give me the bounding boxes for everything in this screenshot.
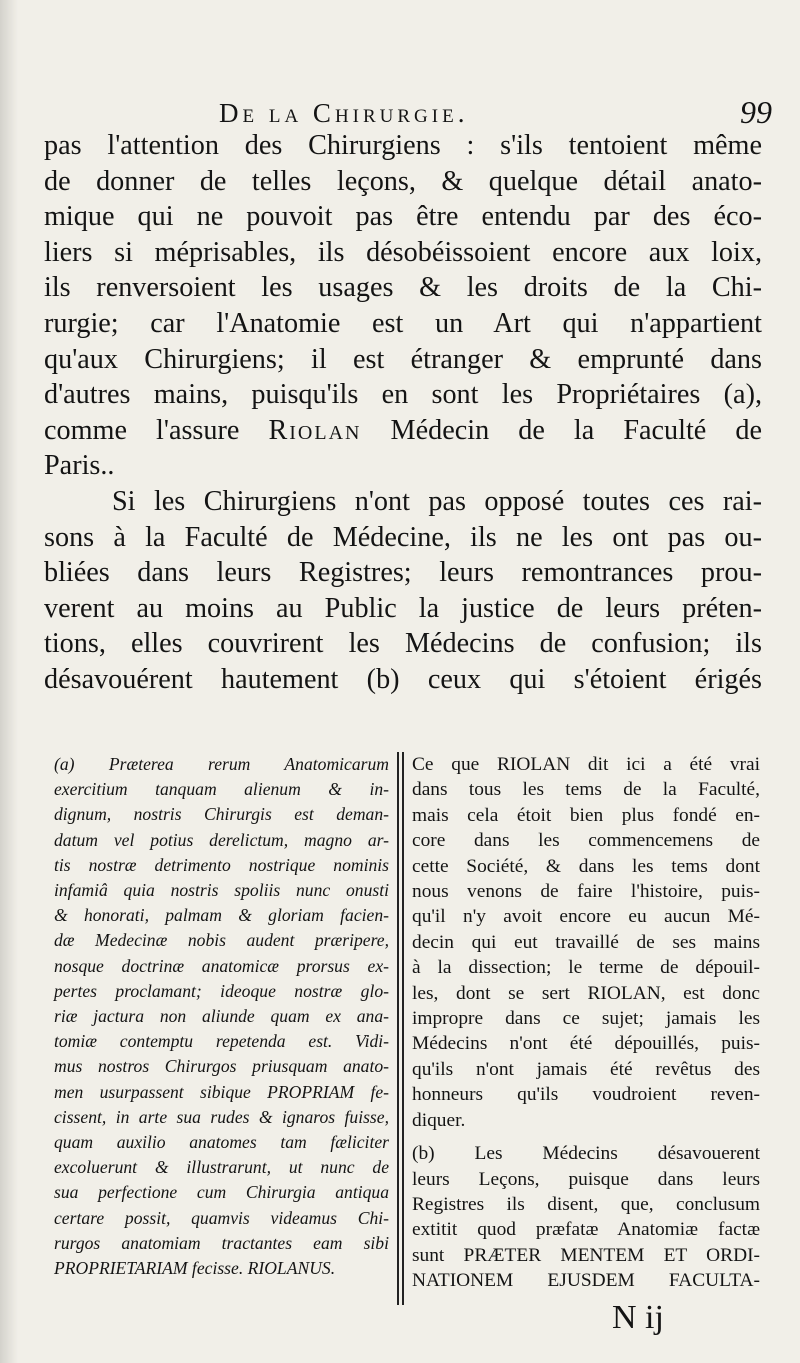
text-line: tions, elles couvrirent les Médecins de confusion; ils [44, 628, 762, 660]
footnote-line: nous venons de faire l'histoire, puis- [412, 881, 760, 903]
footnote-line: certare possit, quamvis videamus Chi- [54, 1207, 389, 1228]
footnote-line: riæ jactura non aliunde quam ex ana- [54, 1006, 389, 1027]
text-line: ils renversoient les usages & les droits de la Chi- [44, 272, 762, 304]
footnote-line: exercitium tanquam alienum & in- [54, 779, 389, 800]
footnote-line: sua perfectione cum Chirurgia antiqua [54, 1182, 389, 1203]
footnote-line: cette Société, & dans les tems dont [412, 855, 760, 877]
text-line: verent au moins au Public la justice de leurs préten- [44, 592, 762, 624]
footnote-line: Médecins n'ont été dépouillés, puis- [412, 1033, 760, 1055]
footnote-line: tis nostræ detrimento nostrique nominis [54, 854, 389, 875]
footnote-line: à la dissection; le terme de dépouil- [412, 957, 760, 979]
footnote-line: qu'il n'y avoit encore eu aucun Mé- [412, 906, 760, 928]
footnote-line: men usurpassent sibique PROPRIAM fe- [54, 1081, 389, 1102]
text-line: d'autres mains, puisqu'ils en sont les Propriétaires (a), [44, 379, 762, 411]
text-line: désavouérent hautement (b) ceux qui s'étoient érigés [44, 663, 762, 695]
footnote-line: (a) Præterea rerum Anatomicarum [54, 754, 389, 774]
footnote-line: NATIONEM EJUSDEM FACULTA- [412, 1270, 760, 1292]
footnote-line: infamiâ quia nostris spoliis nunc onusti [54, 880, 389, 901]
text-line: Paris.. [44, 450, 115, 482]
footnote-line: diquer. [412, 1109, 466, 1131]
column-divider [397, 752, 404, 1305]
text-line: sons à la Faculté de Médecine, ils ne les ont pas ou- [44, 521, 762, 553]
footnote-line: qu'ils n'ont jamais été revêtus des [412, 1058, 760, 1080]
page-number: 99 [740, 94, 772, 130]
footnote-line: rurgos anatomiam tractantes eam sibi [54, 1232, 389, 1253]
footnote-line: nosque doctrinæ anatomicæ prorsus ex- [54, 955, 389, 976]
footnote-line: (b) Les Médecins désavouerent [412, 1143, 760, 1165]
footnote-line: extitit quod præfatæ Anatomiæ factæ [412, 1219, 760, 1241]
footnote-line: honneurs qu'ils voudroient reven- [412, 1084, 760, 1106]
footnote-line: tomiæ contemptu repetenda est. Vidi- [54, 1031, 389, 1052]
footnote-line: datum vel potius derelictum, magno ar- [54, 829, 389, 850]
footnote-line: mais cela étoit bien plus fondé en- [412, 804, 760, 826]
footnote-line: pertes proclamant; ideoque nostræ glo- [54, 980, 389, 1001]
footnote-line: les, dont se sert RIOLAN, est donc [412, 982, 760, 1004]
text-line: bliées dans leurs Registres; leurs remontrances prou- [44, 557, 762, 589]
footnote-line: excoluerunt & illustrarunt, ut nunc de [54, 1157, 389, 1178]
footnote-line: cissent, in arte sua rudes & ignaros fuisse, [54, 1106, 389, 1127]
footnote-line: impropre dans ce sujet; jamais les [412, 1008, 760, 1030]
text-fragment: Médecin de la Faculté de [361, 414, 762, 446]
signature-mark: N ij [612, 1299, 664, 1336]
footnote-line: & honorati, palmam & gloriam facien- [54, 905, 389, 926]
footnote-line: dans tous les tems de la Faculté, [412, 779, 760, 801]
text-line: pas l'attention des Chirurgiens : s'ils tentoient même [44, 130, 762, 161]
text-line: rurgie; car l'Anatomie est un Art qui n'appartient [44, 307, 762, 339]
text-line: mique qui ne pouvoit pas être entendu par des éco- [44, 201, 762, 233]
footnote-line: mus nostros Chirurgos priusquam anato- [54, 1056, 389, 1077]
text-line: liers si méprisables, ils désobéissoient encore aux loix, [44, 236, 762, 268]
footnote-line: leurs Leçons, puisque dans leurs [412, 1168, 760, 1190]
footnote-line: Ce que RIOLAN dit ici a été vrai [412, 754, 760, 775]
author-name: Riolan [268, 414, 362, 446]
footnote-line: dæ Medecinæ nobis audent præripere, [54, 930, 389, 951]
text-line: de donner de telles leçons, & quelque détail anato- [44, 165, 762, 197]
footnote-right-column [412, 752, 760, 1294]
text-line: Si les Chirurgiens n'ont pas opposé toutes ces rai- [112, 485, 762, 517]
text-line: qu'aux Chirurgiens; il est étranger & emprunté dans [44, 343, 762, 375]
footnote-left-column [54, 752, 389, 1281]
footnote-line: quam auxilio anatomes tam fæliciter [54, 1132, 389, 1153]
footnote-line: core dans les commencemens de [412, 830, 760, 852]
footnote-line: PROPRIETARIAM fecisse. RIOLANUS. [54, 1258, 336, 1279]
text-fragment: comme l'assure [44, 414, 269, 446]
footnote-line: Registres ils disent, que, conclusum [412, 1193, 760, 1215]
footnotes [0, 752, 800, 1312]
text-line [44, 413, 762, 449]
footnote-line: dignum, nostris Chirurgis est deman- [54, 804, 389, 825]
footnote-line: sunt PRÆTER MENTEM ET ORDI- [412, 1244, 760, 1266]
main-text [44, 128, 762, 698]
footnote-line: decin qui eut travaillé de ses mains [412, 931, 760, 953]
running-title: De la Chirurgie. [219, 98, 469, 128]
